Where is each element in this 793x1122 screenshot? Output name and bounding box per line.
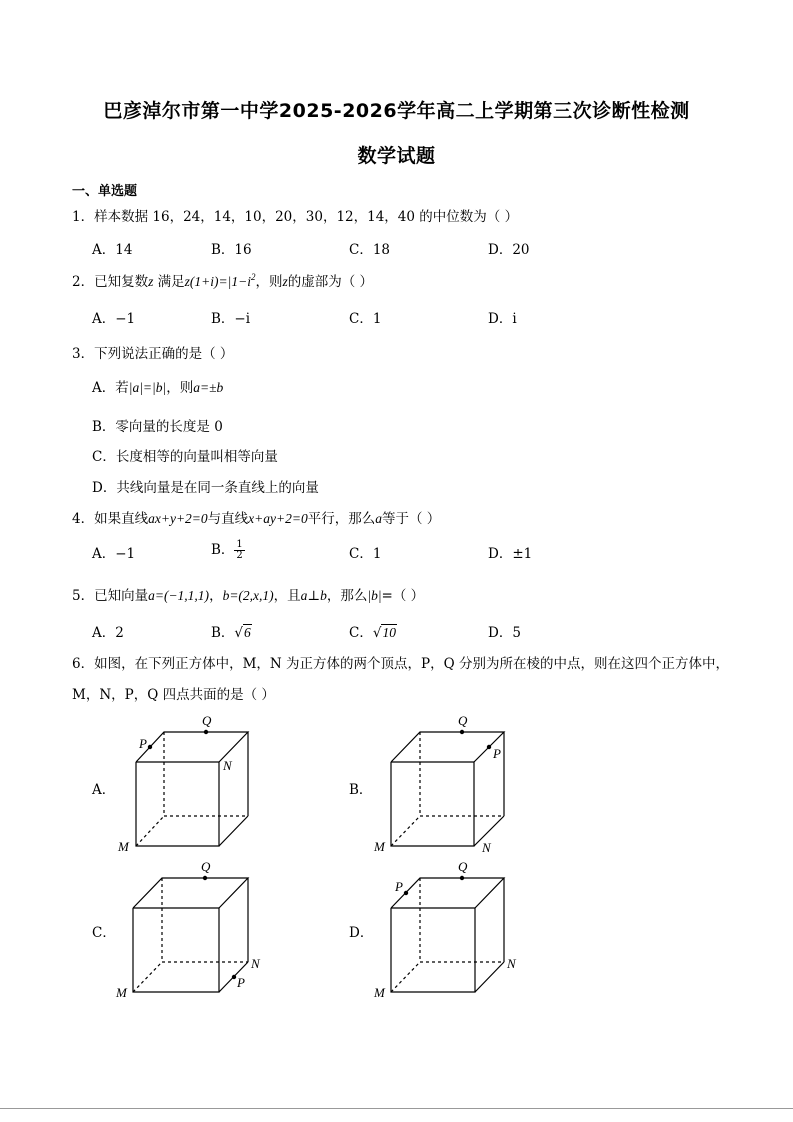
q1-option-d[interactable]: D．20 xyxy=(488,242,530,258)
stem-text: 如果直线 xyxy=(94,511,149,527)
label-p: P xyxy=(493,746,501,761)
q4-option-a[interactable]: A．−1 xyxy=(92,546,136,562)
figure-label-c[interactable]: C． xyxy=(92,925,116,941)
option-label: B． xyxy=(211,542,235,558)
label-m: M xyxy=(374,839,385,854)
question-number: 5． xyxy=(72,588,95,604)
exam-subtitle: 数学试题 xyxy=(357,145,436,167)
q1-option-b[interactable]: B．16 xyxy=(211,242,252,258)
label-n: N xyxy=(482,840,491,855)
math-expression: ax+y+2=0 xyxy=(148,511,208,526)
sqrt-sign: √ xyxy=(234,625,244,641)
point-p-a xyxy=(148,745,152,749)
point-q-b xyxy=(460,730,464,734)
stem-text: =（ ） xyxy=(381,588,425,604)
math-expression: z(1+i)=|1−i xyxy=(184,274,251,289)
cube-c xyxy=(133,878,248,992)
label-q: Q xyxy=(202,713,212,728)
point-p-b xyxy=(487,745,491,749)
cube-b xyxy=(391,732,504,846)
label-n: N xyxy=(507,956,516,971)
q1-option-a[interactable]: A．14 xyxy=(92,242,133,258)
math-exponent: 2 xyxy=(250,272,256,282)
label-q: Q xyxy=(201,859,211,874)
question-6-line2: M，N，P，Q 四点共面的是（ ） xyxy=(72,687,275,703)
math-expression: x+ay+2=0 xyxy=(248,511,308,526)
label-m: M xyxy=(374,985,385,1000)
question-stem: 如图，在下列正方体中，M，N 为正方体的两个顶点，P，Q 分别为所在棱的中点，则在这四个正方体中， xyxy=(94,656,729,672)
cube-d xyxy=(391,878,504,992)
stem-text: 已知复数 xyxy=(94,274,149,290)
label-n: N xyxy=(251,956,260,971)
option-label: C． xyxy=(349,625,373,641)
label-p: P xyxy=(237,975,245,990)
q3-option-c[interactable]: C．长度相等的向量叫相等向量 xyxy=(92,449,278,465)
question-number: 1． xyxy=(72,209,95,225)
cube-a xyxy=(136,732,248,846)
question-stem: 下列说法正确的是（ ） xyxy=(94,346,234,362)
figure-label-d[interactable]: D． xyxy=(349,925,374,941)
label-p: P xyxy=(139,736,147,751)
exam-title: 巴彦淖尔市第一中学2025-2026学年高二上学期第三次诊断性检测 xyxy=(103,100,690,122)
q2-option-c[interactable]: C．1 xyxy=(349,311,382,327)
stem-text: ，那么 xyxy=(326,588,368,604)
stem-text: 已知向量 xyxy=(94,588,149,604)
q3-option-d[interactable]: D．共线向量是在同一条直线上的向量 xyxy=(92,480,319,496)
question-number: 6． xyxy=(72,656,95,672)
section-heading: 一、单选题 xyxy=(72,184,138,199)
stem-text: 的虚部为（ ） xyxy=(287,274,374,290)
q2-option-b[interactable]: B．−i xyxy=(211,311,251,327)
stem-text: 满足 xyxy=(157,274,185,290)
stem-text: 平行，那么 xyxy=(307,511,376,527)
question-number: 3． xyxy=(72,346,95,362)
math-expression: |b| xyxy=(367,588,382,603)
q5-option-d[interactable]: D．5 xyxy=(488,625,521,641)
point-q-c xyxy=(203,876,207,880)
fraction-denominator: 2 xyxy=(236,550,243,561)
sqrt-radicand: 6 xyxy=(244,625,251,640)
page-bottom-divider xyxy=(0,1108,793,1109)
question-number: 4． xyxy=(72,511,95,527)
q5-option-a[interactable]: A．2 xyxy=(92,625,124,641)
q1-option-c[interactable]: C．18 xyxy=(349,242,391,258)
math-expression: a=±b xyxy=(193,380,224,395)
math-var: a xyxy=(375,511,382,526)
question-number: 2． xyxy=(72,274,95,290)
math-expression: b=(2,x,1) xyxy=(222,588,274,603)
label-n: N xyxy=(223,758,232,773)
label-p: P xyxy=(395,879,403,894)
question-stem: 样本数据 16，24，14，10，20，30，12，14，40 的中位数为（ ） xyxy=(94,209,519,225)
q4-option-c[interactable]: C．1 xyxy=(349,546,382,562)
option-label: A．若 xyxy=(92,380,129,396)
figure-label-b[interactable]: B． xyxy=(349,782,373,798)
stem-text: ，且 xyxy=(273,588,301,604)
point-p-d xyxy=(404,891,408,895)
math-expression: a⊥b xyxy=(300,588,327,603)
math-var: z xyxy=(148,274,154,289)
label-q: Q xyxy=(458,859,468,874)
sqrt-radicand: 10 xyxy=(382,625,396,640)
stem-text: ，则 xyxy=(166,380,194,396)
math-expression: a=(−1,1,1) xyxy=(148,588,210,603)
q2-option-a[interactable]: A．−1 xyxy=(92,311,136,327)
point-q-d xyxy=(460,876,464,880)
stem-text: 等于（ ） xyxy=(382,511,441,527)
label-m: M xyxy=(116,985,127,1000)
stem-text: ，则 xyxy=(255,274,283,290)
sqrt-sign: √ xyxy=(372,625,382,641)
q3-option-b[interactable]: B．零向量的长度是 0 xyxy=(92,419,223,435)
label-q: Q xyxy=(458,713,468,728)
point-q-a xyxy=(204,730,208,734)
label-m: M xyxy=(118,839,129,854)
option-label: B． xyxy=(211,625,235,641)
q4-option-d[interactable]: D．±1 xyxy=(488,546,533,562)
fraction-numerator: 1 xyxy=(236,539,243,550)
math-var: z xyxy=(282,274,288,289)
point-p-c xyxy=(232,975,236,979)
stem-text: 与直线 xyxy=(207,511,249,527)
math-expression: |a|=|b| xyxy=(128,380,167,395)
stem-text: ， xyxy=(209,588,223,604)
figure-label-a[interactable]: A． xyxy=(92,782,116,798)
q2-option-d[interactable]: D．i xyxy=(488,311,517,327)
